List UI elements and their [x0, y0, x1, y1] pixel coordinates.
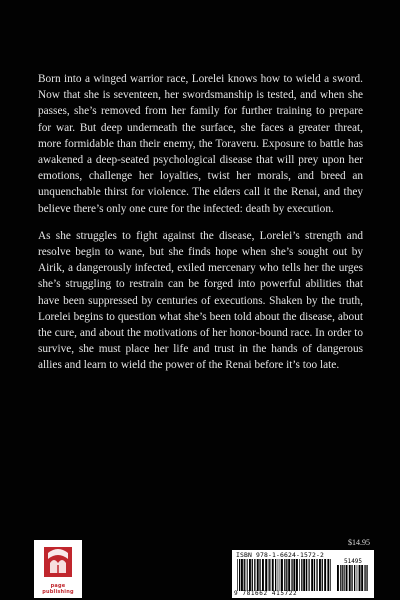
- barcode-bar: [275, 559, 276, 591]
- barcode-bar: [288, 559, 290, 591]
- barcode-bar: [354, 565, 355, 591]
- barcode-bar: [322, 559, 323, 591]
- barcode-bar: [268, 559, 269, 591]
- barcode-bar: [316, 559, 317, 591]
- blurb-paragraph-2: As she struggles to fight against the disease, Lorelei’s strength and resolve begin to wane, but she finds hope when she’s sought out by Airik, a dangerously infected, exiled mercenary who tells her the urges she’s struggling to restrain can be forged into powerful abilities that have been suppressed by centuries of executions. Shaken by the truth, Lorelei begins to question what she’s been told about the disease, about the cure, and about the motivations of her honor-bound race. In order to survive, she must place her life and trust in the hands of dangerous allies and learn to wield the power of the Renai before it’s too late.: [38, 229, 363, 372]
- barcode-bar: [257, 559, 259, 591]
- barcode-bar: [324, 559, 326, 591]
- barcode-bar: [346, 565, 348, 591]
- publisher-logo: [34, 540, 82, 598]
- barcode-bar: [280, 559, 281, 591]
- barcode-bar: [309, 559, 310, 591]
- barcode-bar: [284, 559, 285, 591]
- price-label: $14.95: [348, 538, 370, 547]
- barcode-bar: [241, 559, 243, 591]
- barcode-digits: 9 781662 415722: [234, 590, 298, 597]
- publisher-logo-icon: [42, 543, 74, 583]
- barcode-bar: [286, 559, 287, 591]
- barcode-bar: [303, 559, 305, 591]
- barcode-bar: [293, 559, 295, 591]
- barcode-bar: [357, 565, 358, 591]
- barcode-bar: [244, 559, 245, 591]
- barcode-bar: [299, 559, 300, 591]
- barcode-bar: [340, 565, 341, 591]
- barcode-bar: [246, 559, 247, 591]
- barcode-bar: [364, 565, 365, 591]
- isbn-barcode: [232, 550, 374, 598]
- barcode-addon-bars: [336, 565, 370, 591]
- barcode-bar: [349, 565, 351, 591]
- barcode-bar: [342, 565, 343, 591]
- barcode-addon-digits: 51495: [343, 558, 363, 565]
- barcode-bar: [254, 559, 255, 591]
- barcode-bar: [351, 565, 352, 591]
- isbn-label: ISBN 978-1-6624-1572-2: [236, 551, 324, 559]
- barcode-bar: [319, 559, 321, 591]
- barcode-bar: [361, 565, 363, 591]
- barcode-bar: [327, 559, 329, 591]
- barcode-bar: [237, 559, 238, 591]
- barcode-bar: [239, 559, 240, 591]
- barcode-bar: [269, 559, 270, 591]
- barcode-bar: [359, 565, 361, 591]
- barcode-bar: [278, 559, 279, 591]
- barcode-bar: [308, 559, 309, 591]
- barcode-bar: [262, 559, 264, 591]
- barcode-bar: [306, 559, 307, 591]
- blurb-paragraph-1: Born into a winged warrior race, Lorelei knows how to wield a sword. Now that she is seventeen, her swordsmanship is tested, and when she passes, she’s removed from her family for further training to prepare for war. But deep underneath the surface, she faces a greater threat, more formidable than their enemy, the Toraveru. Exposure to battle has awakened a deep-seated psychological disease that will prey upon her emotions, challenge her loyalties, twist her morals, and breed an unquenchable thirst for violence. The elders call it the Renai, and they believe there’s only one cure for the infected: death by execution.: [38, 73, 363, 215]
- barcode-bar: [330, 559, 331, 591]
- barcode-bar: [281, 559, 283, 591]
- barcode-bar: [301, 559, 302, 591]
- barcode-bar: [314, 559, 315, 591]
- barcode-bar: [344, 565, 345, 591]
- book-blurb: [38, 71, 363, 385]
- barcode-bar: [247, 559, 248, 591]
- barcode-bar: [337, 565, 339, 591]
- publisher-name: page publishing: [42, 583, 74, 595]
- barcode-bar: [259, 559, 260, 591]
- barcode-bar: [291, 559, 292, 591]
- barcode-bar: [249, 559, 251, 591]
- barcode-bar: [366, 565, 367, 591]
- barcode-bar: [311, 559, 313, 591]
- barcode-bar: [265, 559, 267, 591]
- barcode-bar: [252, 559, 253, 591]
- barcode-bar: [296, 559, 298, 591]
- barcode-bars: [236, 559, 332, 591]
- barcode-bar: [272, 559, 274, 591]
